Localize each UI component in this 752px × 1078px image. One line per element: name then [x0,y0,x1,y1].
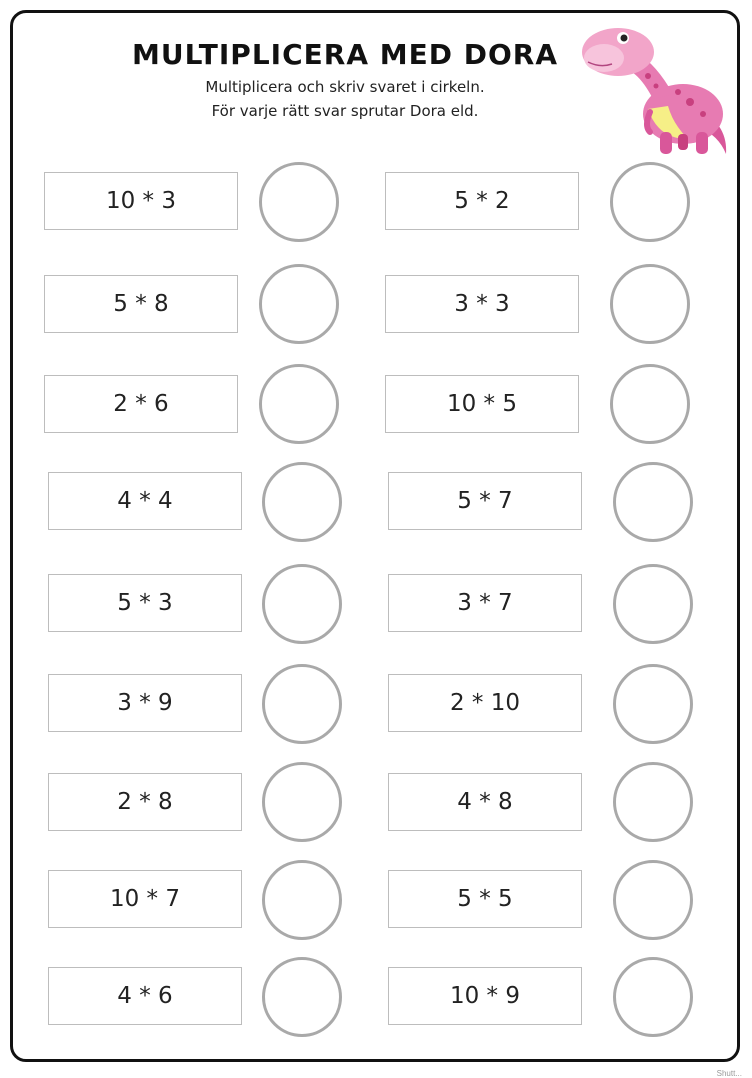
problem-box: 5 * 2 [385,172,579,230]
problem-box: 2 * 10 [388,674,582,732]
problem-box: 3 * 7 [388,574,582,632]
answer-circle[interactable] [613,462,693,542]
problem-box: 10 * 9 [388,967,582,1025]
problem-box: 3 * 9 [48,674,242,732]
problem-box: 5 * 3 [48,574,242,632]
problem-box: 10 * 7 [48,870,242,928]
problem-box: 5 * 8 [44,275,238,333]
answer-circle[interactable] [613,664,693,744]
answer-circle[interactable] [262,762,342,842]
problem-box: 2 * 8 [48,773,242,831]
problem-box: 5 * 7 [388,472,582,530]
answer-circle[interactable] [613,762,693,842]
answer-circle[interactable] [262,957,342,1037]
answer-circle[interactable] [259,364,339,444]
answer-circle[interactable] [262,664,342,744]
problem-box: 4 * 4 [48,472,242,530]
problem-box: 10 * 3 [44,172,238,230]
answer-circle[interactable] [610,162,690,242]
instruction-line-1: Multiplicera och skriv svaret i cirkeln. [205,78,485,96]
answer-circle[interactable] [262,564,342,644]
footer-credit: Shutt... [716,1069,742,1078]
answer-circle[interactable] [262,462,342,542]
answer-circle[interactable] [613,860,693,940]
answer-circle[interactable] [259,264,339,344]
problem-box: 10 * 5 [385,375,579,433]
problem-box: 4 * 6 [48,967,242,1025]
problem-box: 2 * 6 [44,375,238,433]
problem-box: 4 * 8 [388,773,582,831]
answer-circle[interactable] [259,162,339,242]
answer-circle[interactable] [262,860,342,940]
instruction-line-2: För varje rätt svar sprutar Dora eld. [211,102,479,120]
answer-circle[interactable] [610,364,690,444]
worksheet-title: MULTIPLICERA MED DORA [131,38,558,71]
answer-circle[interactable] [613,564,693,644]
problem-box: 3 * 3 [385,275,579,333]
answer-circle[interactable] [610,264,690,344]
answer-circle[interactable] [613,957,693,1037]
problem-box: 5 * 5 [388,870,582,928]
dinosaur-illustration [578,14,738,164]
